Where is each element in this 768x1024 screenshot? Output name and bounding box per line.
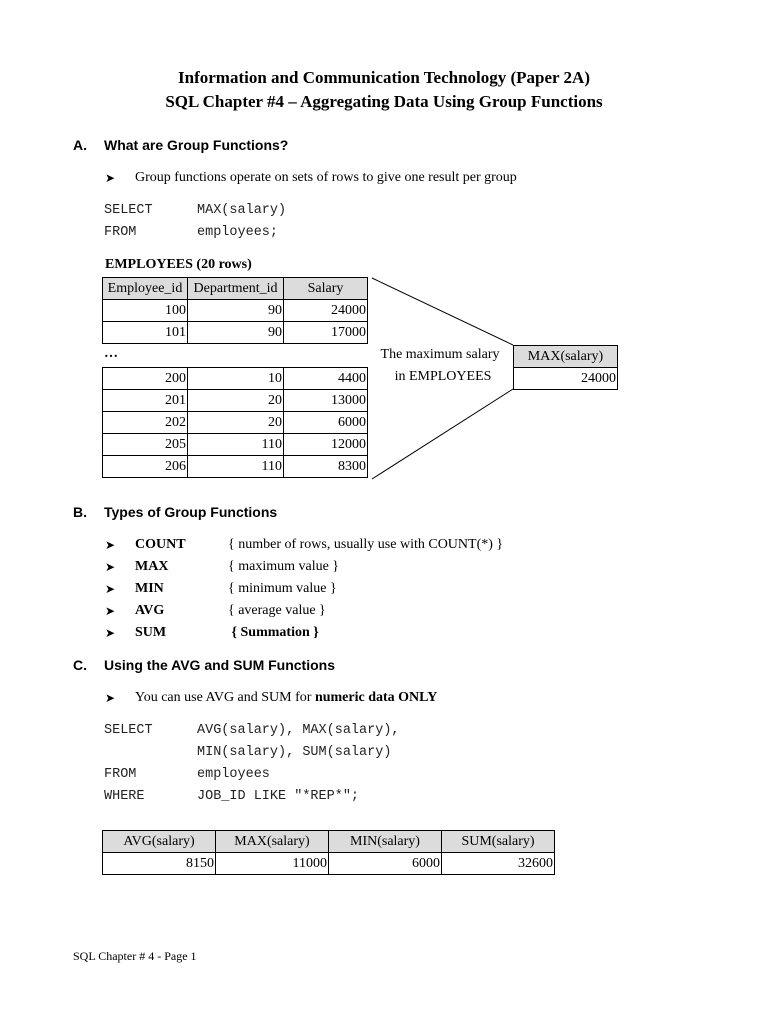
table-cell: 20 (188, 390, 284, 412)
table-cell: 32600 (442, 853, 555, 875)
page-footer: SQL Chapter # 4 - Page 1 (73, 949, 197, 963)
code-expression: employees; (197, 225, 279, 240)
function-description: { number of rows, usually use with COUNT(*) } (228, 537, 504, 552)
column-header: SUM(salary) (442, 831, 555, 853)
table-cell: 12000 (284, 434, 368, 456)
column-header: Salary (284, 278, 368, 300)
column-header: MAX(salary) (216, 831, 329, 853)
arrow-bullet-icon: ➤ (105, 604, 116, 618)
section-c-title: Using the AVG and SUM Functions (104, 657, 335, 673)
section-b-letter: B. (73, 504, 87, 520)
table-cell: 110 (188, 456, 284, 478)
bullet-text (135, 690, 437, 706)
code-keyword: SELECT (104, 203, 153, 218)
aggregate-results-table (102, 830, 555, 875)
section-a-title: What are Group Functions? (104, 137, 289, 153)
code-expression: AVG(salary), MAX(salary), (197, 723, 400, 738)
title-line-2: SQL Chapter #4 – Aggregating Data Using Group Functions (165, 92, 603, 111)
arrow-bullet-icon: ➤ (105, 626, 116, 640)
function-name: COUNT (135, 537, 186, 552)
table-cell: 6000 (284, 412, 368, 434)
table-cell: 11000 (216, 853, 329, 875)
table-cell: 101 (103, 322, 188, 344)
table-cell: 100 (103, 300, 188, 322)
function-description: { Summation } (228, 625, 319, 640)
table-cell: 200 (103, 368, 188, 390)
table-cell: 8150 (103, 853, 216, 875)
code-expression: employees (197, 767, 270, 782)
column-header: MAX(salary) (514, 346, 618, 368)
arrow-bullet-icon: ➤ (105, 582, 116, 596)
section-b-title: Types of Group Functions (104, 504, 278, 520)
max-result-table (513, 345, 618, 390)
column-header: Department_id (188, 278, 284, 300)
list-item (105, 537, 585, 557)
table-cell: 201 (103, 390, 188, 412)
table-row (103, 853, 555, 875)
code-expression: JOB_ID LIKE "*REP*"; (197, 789, 360, 804)
arrow-bullet-icon: ➤ (105, 691, 116, 705)
arrow-bullet-icon: ➤ (105, 538, 116, 552)
list-item (105, 581, 585, 601)
list-item (105, 625, 585, 645)
section-b-heading (73, 504, 473, 524)
table-cell: 17000 (284, 322, 368, 344)
function-description: { minimum value } (228, 581, 337, 596)
table-cell: 206 (103, 456, 188, 478)
section-c-letter: C. (73, 657, 87, 673)
list-item (105, 559, 585, 579)
arrow-bullet-icon: ➤ (105, 560, 116, 574)
code-keyword: SELECT (104, 723, 153, 738)
section-c-heading (73, 657, 523, 677)
bullet-text: Group functions operate on sets of rows to give one result per group (135, 170, 517, 185)
bullet-text-plain: You can use AVG and SUM for (135, 690, 315, 705)
code-keyword: WHERE (104, 789, 145, 804)
table-header-row (103, 831, 555, 853)
function-description: { maximum value } (228, 559, 340, 574)
list-item (105, 603, 585, 623)
title-line-1: Information and Communication Technology (Paper 2A) (178, 68, 590, 87)
column-header: MIN(salary) (329, 831, 442, 853)
table-cell: 110 (188, 434, 284, 456)
code-expression: MIN(salary), SUM(salary) (197, 745, 392, 760)
table-cell: 4400 (284, 368, 368, 390)
function-name: MAX (135, 559, 169, 574)
function-name: MIN (135, 581, 164, 596)
table-cell: 90 (188, 300, 284, 322)
column-header: AVG(salary) (103, 831, 216, 853)
column-header: Employee_id (103, 278, 188, 300)
section-a-letter: A. (73, 137, 87, 153)
funnel-line-bottom (372, 389, 513, 479)
code-expression: MAX(salary) (197, 203, 287, 218)
table-cell: 8300 (284, 456, 368, 478)
table-cell: 20 (188, 412, 284, 434)
table-cell: 6000 (329, 853, 442, 875)
code-keyword: FROM (104, 225, 137, 240)
function-name: SUM (135, 625, 167, 640)
annotation-line-2: in EMPLOYEES (394, 369, 492, 384)
section-c-bullet (105, 690, 585, 710)
annotation-line-1: The maximum salary (380, 347, 500, 362)
table-cell: 202 (103, 412, 188, 434)
table-cell: 205 (103, 434, 188, 456)
bullet-text-bold: numeric data ONLY (314, 690, 438, 705)
table-cell: 90 (188, 322, 284, 344)
table-ellipsis: … (104, 346, 118, 361)
funnel-line-top (372, 278, 513, 345)
table-cell: 10 (188, 368, 284, 390)
table-caption: EMPLOYEES (20 rows) (105, 257, 252, 272)
table-cell: 24000 (284, 300, 368, 322)
table-cell: 13000 (284, 390, 368, 412)
function-name: AVG (135, 603, 165, 618)
arrow-bullet-icon: ➤ (105, 171, 116, 185)
code-keyword: FROM (104, 767, 137, 782)
table-cell: 24000 (514, 368, 618, 390)
function-description: { average value } (228, 603, 326, 618)
